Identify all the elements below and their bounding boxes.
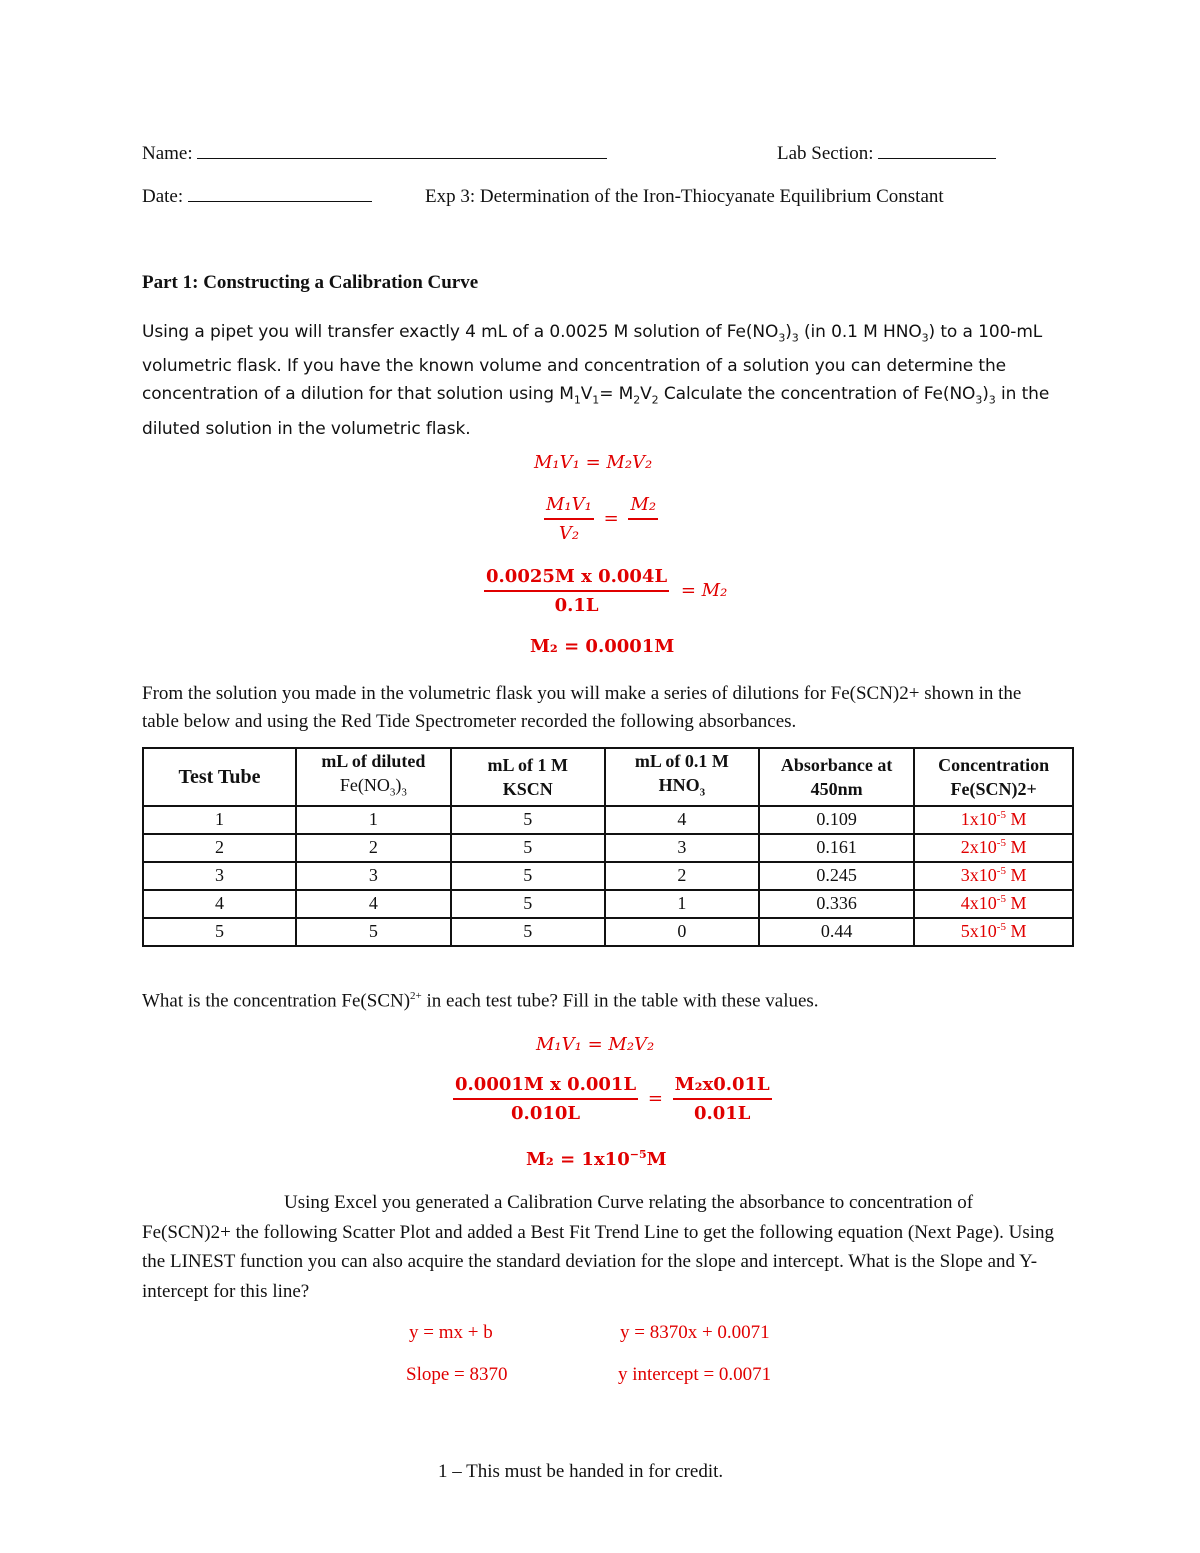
table-row: 1 1 5 4 0.109 $1x10^{-5}$ M: [143, 806, 1073, 834]
eq1-fraction: $\frac{\text{M₁V₁}}{\text{V₂}}$: [546, 494, 592, 544]
eq2-right-fraction: $\frac{\text{M₂x0.01L}}{0.01L}$: [674, 1074, 770, 1124]
page-footer: 1 – This must be handed in for credit.: [438, 1461, 724, 1482]
excel-paragraph: Using Excel you generated a Calibration Curve relating the absorbance to concentration of Fe(SCN)2+ the following Scatter Plot and added a Best Fit Trend Line to get the following equation (Next Page). Using the LINEST function you can also acquire the standard deviation for the slope and intercept. What is the Slope and Y-intercept for this line?: [142, 1192, 1055, 1302]
eq1-rearranged: $\frac{\text{M₁V₁}}{\text{V₂}}$ = M₂: [546, 494, 657, 544]
name-label: Name:: [142, 143, 193, 164]
concentration-cell: $5x10^{-5}$ M: [914, 918, 1073, 946]
eq2-substituted: $\frac{\text{0.0001M x 0.001L}}{0.010L}$ = $\frac{\text{M₂x0.01L}}{0.01L}$: [455, 1074, 770, 1124]
absorbance-table: [142, 747, 1074, 947]
answer-slope: Slope = 8370: [406, 1364, 508, 1385]
concentration-cell: $1x10^{-5}$ M: [914, 806, 1073, 834]
col-ml-diluted: mL of diluted $Fe(NO_3)_3$: [296, 748, 451, 806]
experiment-title: Exp 3: Determination of the Iron-Thiocyanate Equilibrium Constant: [425, 186, 944, 207]
eq2-result: $M_2 = 1x10^{-5}M$: [526, 1148, 667, 1170]
dilution-paragraph: From the solution you made in the volumetric flask you will make a series of dilutions for Fe(SCN)2+ shown in the table below and using the Red Tide Spectrometer recorded the following absorbances.: [142, 683, 1022, 732]
concentration-cell: $4x10^{-5}$ M: [914, 890, 1073, 918]
col-ml-kscn: mL of 1 M KSCN: [451, 748, 605, 806]
lab-section-row: [777, 143, 996, 165]
date-blank[interactable]: [188, 200, 372, 202]
col-test-tube: Test Tube: [143, 748, 296, 806]
table-row: 3 3 5 2 0.245 $3x10^{-5}$ M: [143, 862, 1073, 890]
col-concentration: Concentration Fe(SCN)2+: [914, 748, 1073, 806]
eq1-substituted: $\frac{\text{0.0025M x 0.004L}}{0.1L}$ = M₂: [486, 566, 728, 616]
answer-intercept: y intercept = 0.0071: [618, 1364, 772, 1385]
eq1-result: M₂ = 0.0001M: [530, 636, 675, 657]
part1-intro: Using a pipet you will transfer exactly 4 mL of a 0.0025 M solution of $Fe(NO_3)_3$ (in 0.1 M $HNO_3$) to a 100-mL volumetric flask. If you have the known volume and concentration of a solution you can determine the concentration of a dilution for that solution using $M_1V_1= M_2V_2$ Calculate the concentration of $Fe(NO_3)_3$ in the diluted solution in the volumetric flask.: [142, 322, 1050, 439]
name-blank[interactable]: [197, 157, 607, 159]
eq2-left-fraction: $\frac{\text{0.0001M x 0.001L}}{0.010L}$: [455, 1074, 637, 1124]
date-label: Date:: [142, 186, 184, 207]
table-row: 2 2 5 3 0.161 $2x10^{-5}$ M: [143, 834, 1073, 862]
question-concentration: What is the concentration Fe(SCN)$^{2+}$ in each test tube? Fill in the table with these values.: [142, 990, 819, 1012]
eq1-substituted-fraction: $\frac{\text{0.0025M x 0.004L}}{0.1L}$: [486, 566, 668, 616]
lab-section-label: Lab Section:: [777, 143, 874, 164]
part1-heading: Part 1: Constructing a Calibration Curve: [142, 272, 479, 293]
concentration-cell: $3x10^{-5}$ M: [914, 862, 1073, 890]
eq1-dilution-formula: M₁V₁ = M₂V₂: [534, 452, 653, 473]
table-row: 4 4 5 1 0.336 $4x10^{-5}$ M: [143, 890, 1073, 918]
lab-section-blank[interactable]: [878, 157, 996, 159]
table-row: 5 5 5 0 0.44 $5x10^{-5}$ M: [143, 918, 1073, 946]
table-header-row: [143, 748, 1073, 806]
concentration-cell: $2x10^{-5}$ M: [914, 834, 1073, 862]
date-row: [142, 186, 372, 208]
answer-general-form: y = mx + b: [409, 1322, 493, 1343]
answer-line-equation: y = 8370x + 0.0071: [620, 1322, 770, 1343]
col-absorbance: Absorbance at 450nm: [759, 748, 914, 806]
name-label-row: [142, 143, 607, 165]
col-ml-hno3: mL of 0.1 M $HNO_3$: [605, 748, 759, 806]
eq1-rhs: M₂: [628, 494, 658, 544]
eq2-dilution-formula: M₁V₁ = M₂V₂: [536, 1034, 655, 1055]
